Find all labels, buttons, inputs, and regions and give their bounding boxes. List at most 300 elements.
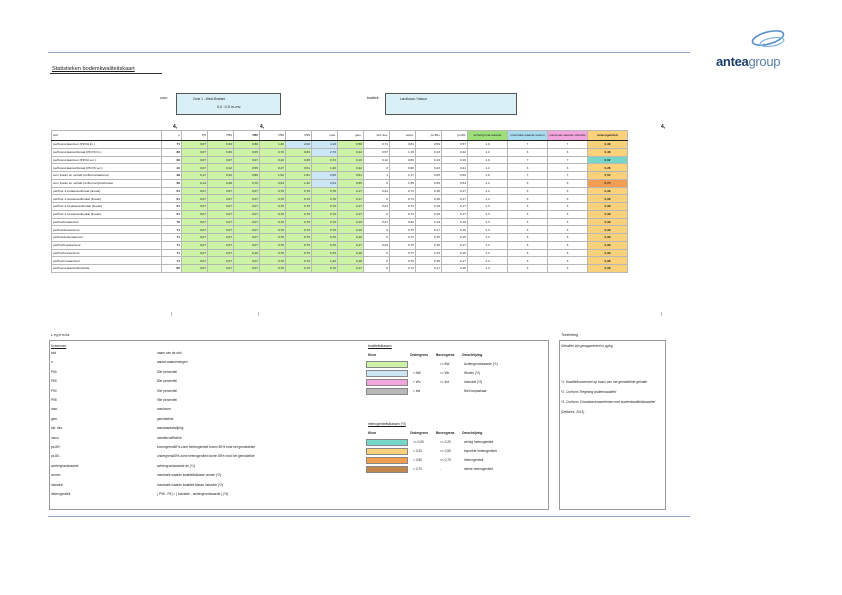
table-row (52, 226, 628, 234)
table-cell-p80: 0,65 (234, 148, 260, 156)
table-cell-ps80m: 0,17 (442, 210, 468, 218)
table-cell-industrie: 7 (548, 141, 588, 149)
table-cell-ps80m: 0,21 (442, 164, 468, 172)
table-cell-p50: 0,07 (208, 187, 234, 195)
table-cell-std: 0,24 (364, 241, 390, 249)
table-cell-std: 0 (364, 249, 390, 257)
table-cell-p5: 0,07 (182, 226, 208, 234)
table-cell-ps80m: 0,10 (442, 156, 468, 164)
class-color-swatch (366, 439, 408, 446)
table-cell-std: 0 (364, 226, 390, 234)
table-cell-varco: 0,70 (390, 257, 416, 265)
col-header: std. dev. (364, 131, 390, 141)
legend-key: std. dev. (51, 426, 63, 431)
table-row (52, 195, 628, 203)
col-header: P90 (260, 131, 286, 141)
class-onder: > AW (413, 371, 421, 375)
table-cell-het: 0,38 (588, 141, 628, 149)
table-cell-p80: 0,07 (234, 234, 260, 242)
table-cell-p5: 0,07 (182, 203, 208, 211)
legend-desc: 50e percentiel (157, 369, 178, 374)
table-cell-ps80p: 0,19 (416, 218, 442, 226)
table-cell-p90: 1,20 (260, 141, 286, 149)
table-cell-p50: 0,07 (208, 210, 234, 218)
class-col-header: Kleur (368, 353, 377, 357)
table-cell-gem: 0,16 (338, 226, 364, 234)
table-cell-het: 0,38 (588, 257, 628, 265)
table-cell-wonen: 3 (508, 148, 548, 156)
table-cell-max: 0,70 (312, 195, 338, 203)
toelichting-note: (Deltares, 2011) (561, 410, 585, 414)
table-cell-gem: 0,18 (338, 249, 364, 257)
class-color-swatch (366, 466, 408, 473)
table-cell-p95: 0,70 (286, 187, 312, 195)
table-cell-gem: 0,17 (338, 203, 364, 211)
table-cell-gem: 0,17 (338, 210, 364, 218)
table-cell-p95: 0,70 (286, 257, 312, 265)
legend-desc: ( P95 - P5 ) / ( industrie - achtergrondwaarde ) (*3) (157, 492, 229, 496)
table-cell-p90: 0,70 (260, 203, 286, 211)
table-cell-n: 70 (162, 218, 182, 226)
table-row (52, 148, 628, 156)
table-cell-ps80p: 0,10 (416, 156, 442, 164)
table-cell-p95: 0,70 (286, 226, 312, 234)
table-cell-gem: 0,58 (338, 141, 364, 149)
table-row (52, 210, 628, 218)
class-desc: Industrie (*2) (464, 380, 483, 384)
table-cell-p5: 0,07 (182, 141, 208, 149)
legend-key: n (51, 360, 53, 365)
legend-key: P80 (51, 379, 57, 384)
class-color-swatch (366, 379, 408, 386)
legend-key: industrie (51, 482, 64, 487)
table-cell-n: 86 (162, 148, 182, 156)
table-cell-ps80m: 0,15 (442, 234, 468, 242)
table-cell-het: 0,39 (588, 210, 628, 218)
table-cell-het: 0,28 (588, 164, 628, 172)
kwaliteitsklassen-title: kwaliteitsklassen (368, 344, 392, 348)
class-boven: <= Wo (440, 371, 450, 375)
table-cell-industrie: 3 (548, 164, 588, 172)
table-cell-ag: 1,9 (468, 156, 508, 164)
arrow-up-icon: ↑ (257, 312, 260, 318)
table-cell-gem: 0,61 (338, 172, 364, 180)
col-header: achtergrond-waarde (468, 131, 508, 141)
table-cell-stof: perfluorhexaanzuur (52, 249, 162, 257)
table-cell-p5: 0,07 (182, 249, 208, 257)
table-cell-stof: perfluornonaanzuur (52, 257, 162, 265)
table-cell-industrie: 3 (548, 226, 588, 234)
table-cell-p5: 0,07 (182, 257, 208, 265)
table-header-row (52, 131, 628, 141)
table-cell-gem: 0,22 (338, 164, 364, 172)
table-cell-p90: 0,70 (260, 241, 286, 249)
table-cell-p90: 0,70 (260, 265, 286, 273)
table-row (52, 241, 628, 249)
table-cell-industrie: 3 (548, 195, 588, 203)
table-row (52, 156, 628, 164)
table-cell-industrie: 3 (548, 210, 588, 218)
table-cell-n: 38 (162, 156, 182, 164)
class-desc: Wonen (*2) (464, 371, 481, 375)
table-cell-varco: 1,15 (390, 148, 416, 156)
table-cell-max: 1,40 (312, 164, 338, 172)
table-cell-wonen: 7 (508, 156, 548, 164)
toelichting-box (559, 340, 666, 510)
table-cell-industrie: 3 (548, 241, 588, 249)
table-cell-p50: 0,07 (208, 226, 234, 234)
table-cell-ps80m: 0,53 (442, 179, 468, 187)
table-row (52, 164, 628, 172)
table-cell-stof: perfluor-1-butaansulfonaat (lineair) (52, 187, 162, 195)
table-cell-p95: 0,70 (286, 218, 312, 226)
table-cell-max: 0,70 (312, 226, 338, 234)
class-desc: sterke heterogeniteit (464, 467, 493, 471)
class-col-header: Omschrijving (462, 431, 483, 435)
toelichting-note: *1. Kwaliteitsnoembel op basis van het gemiddelde gehalte (561, 380, 648, 384)
table-cell-het: 0,39 (588, 195, 628, 203)
col-header: varco. (390, 131, 416, 141)
table-cell-max: 0,70 (312, 218, 338, 226)
table-row (52, 187, 628, 195)
table-cell-n: 61 (162, 210, 182, 218)
table-cell-het: 0,74 (588, 179, 628, 187)
table-row (52, 218, 628, 226)
table-cell-ag: 1,4 (468, 203, 508, 211)
table-cell-p50: 0,48 (208, 179, 234, 187)
table-cell-p80: 0,07 (234, 257, 260, 265)
table-cell-ag: 1,9 (468, 172, 508, 180)
toelichting-text: Gehalten zijn gerapporteerd in µg/kg (561, 344, 613, 348)
table-row (52, 179, 628, 187)
table-row (52, 249, 628, 257)
table-cell-industrie: 3 (548, 179, 588, 187)
table-cell-varco: 0,74 (390, 203, 416, 211)
table-cell-p50: 0,07 (208, 241, 234, 249)
table-cell-p5: 0,07 (182, 265, 208, 273)
table-cell-p50: 0,07 (208, 265, 234, 273)
table-cell-p80: 0,80 (234, 141, 260, 149)
legend-key: heterogeniteit (51, 492, 71, 496)
table-cell-n: 71 (162, 257, 182, 265)
table-cell-wonen: 3 (508, 164, 548, 172)
table-cell-p95: 0,51 (286, 164, 312, 172)
table-cell-p5: 0,07 (182, 148, 208, 156)
class-desc: weinig heterogeniteit (464, 440, 494, 444)
table-row (52, 265, 628, 273)
table-cell-p80: 0,89 (234, 172, 260, 180)
legend-key: P50 (51, 369, 57, 374)
table-cell-ps80p: 0,17 (416, 265, 442, 273)
table-cell-p50: 0,07 (208, 195, 234, 203)
table-cell-het: 0,52 (588, 172, 628, 180)
col-header: ps.80- (442, 131, 468, 141)
table-cell-n: 39 (162, 179, 182, 187)
table-cell-wonen: 7 (508, 172, 548, 180)
toelichting-note: *3. Conform 'Grondwerkzaamheden met bodemkwaliteitskaarten' (561, 400, 656, 404)
table-row (52, 203, 628, 211)
col-header: heterogeniteit (588, 131, 628, 141)
table-cell-ps80m: 0,17 (442, 187, 468, 195)
kwaliteit-box (385, 93, 517, 115)
table-row (52, 141, 628, 149)
table-cell-p5: 0,07 (182, 164, 208, 172)
table-cell-p50: 0,12 (208, 164, 234, 172)
table-cell-p5: 0,17 (182, 172, 208, 180)
table-cell-max: 0,70 (312, 187, 338, 195)
legend-desc: achtergrondwaarde de (*1) (157, 463, 195, 468)
table-cell-p50: 0,42 (208, 172, 234, 180)
zone-depth: 0,0 -0,5 m-mv. (217, 105, 242, 109)
table-cell-p95: 0,84 (286, 148, 312, 156)
table-cell-p95: 2,00 (286, 141, 312, 149)
table-cell-varco: 0,75 (390, 241, 416, 249)
table-cell-ps80p: 0,18 (416, 187, 442, 195)
table-cell-p80: 0,07 (234, 241, 260, 249)
table-cell-industrie: 3 (548, 187, 588, 195)
table-cell-het: 0,39 (588, 265, 628, 273)
table-cell-p90: 0,70 (260, 187, 286, 195)
table-cell-max: 4,10 (312, 141, 338, 149)
table-cell-p95: 0,70 (286, 265, 312, 273)
table-cell-varco: 0,74 (390, 210, 416, 218)
legend-desc: ondergrens80%-zone heterogeniteit boven 80% rond het gemiddelde (157, 454, 255, 459)
legend-desc: maximale waarde kwaliteitsklasse wonen (*2) (157, 473, 222, 478)
table-cell-ps80m: 0,16 (442, 226, 468, 234)
logo-swoosh-icon (716, 24, 796, 54)
col-header: n (162, 131, 182, 141)
table-cell-wonen: 3 (508, 249, 548, 257)
class-onder: > 0,70 (413, 467, 422, 471)
table-cell-ps80p: 0,16 (416, 234, 442, 242)
col-header: P50 (208, 131, 234, 141)
table-cell-p90: 1,52 (260, 172, 286, 180)
table-cell-ps80p: 0,18 (416, 195, 442, 203)
table-cell-industrie: 7 (548, 172, 588, 180)
table-cell-p95: 0,70 (286, 203, 312, 211)
table-cell-p80: 0,07 (234, 156, 260, 164)
table-cell-max: 0,70 (312, 241, 338, 249)
table-cell-varco: 1,35 (390, 179, 416, 187)
legend-title: Legenda (51, 333, 70, 337)
class-onder: > 0,20 (413, 449, 422, 453)
class-onder: - (413, 362, 415, 366)
table-cell-wonen: 3 (508, 203, 548, 211)
table-cell-wonen: 3 (508, 210, 548, 218)
table-cell-p50: 0,07 (208, 203, 234, 211)
table-cell-ps80p: 0,23 (416, 164, 442, 172)
table-cell-ag: 1,4 (468, 226, 508, 234)
legend-desc: maximum (157, 407, 171, 412)
table-cell-varco: 0,77 (390, 249, 416, 257)
statistics-table (51, 130, 628, 273)
class-col-header: Bovengrens (436, 353, 455, 357)
logo-brand: antea (716, 54, 749, 69)
table-cell-stof: perfluorbutaanzuur (52, 218, 162, 226)
table-cell-ag: 1,4 (468, 195, 508, 203)
table-cell-max: 0,70 (312, 234, 338, 242)
table-cell-industrie: 3 (548, 218, 588, 226)
kwaliteit-value: Landbouw / Natuur (400, 97, 427, 101)
table-cell-std: 0 (364, 164, 390, 172)
table-cell-het: 0,39 (588, 187, 628, 195)
table-cell-gem: 0,17 (338, 265, 364, 273)
table-cell-ag: 1,4 (468, 265, 508, 273)
table-cell-p80: 0,10 (234, 249, 260, 257)
table-cell-n: 71 (162, 226, 182, 234)
toelichting-note: *2. Conform 'Regeling bodemkwaliteit' (561, 390, 617, 394)
table-cell-p50: 0,07 (208, 156, 234, 164)
class-boven: <= 0,70 (440, 458, 451, 462)
table-cell-gem: 0,55 (338, 179, 364, 187)
table-cell-gem: 0,17 (338, 195, 364, 203)
table-cell-wonen: 3 (508, 218, 548, 226)
table-cell-std: 0,24 (364, 203, 390, 211)
table-cell-n: 61 (162, 195, 182, 203)
table-cell-max: 2,70 (312, 148, 338, 156)
table-cell-max: 2,04 (312, 179, 338, 187)
kwaliteit-label: kwaliteit: (367, 96, 380, 100)
table-cell-wonen: 3 (508, 241, 548, 249)
zone-value: Zone 1 - West-Brabant (193, 97, 226, 101)
heterogeniteitsklassen-title: heterogeniteitsklassen (*3) (368, 422, 406, 426)
table-cell-p90: 0,70 (260, 218, 286, 226)
table-cell-ps80m: 0,17 (442, 241, 468, 249)
class-color-swatch (366, 370, 408, 377)
legend-key: ps.80- (51, 454, 60, 459)
table-cell-ag: 1,4 (468, 218, 508, 226)
arrow-up-icon: ↑ (660, 312, 663, 318)
table-cell-stof: perfluoroctaansulfonaat (PFOS lin.) (52, 148, 162, 156)
table-cell-wonen: 3 (508, 265, 548, 273)
table-cell-wonen: 3 (508, 226, 548, 234)
table-cell-het: 0,02 (588, 156, 628, 164)
table-cell-wonen: 3 (508, 187, 548, 195)
class-desc: heterogeniteit (464, 458, 484, 462)
table-cell-varco: 0,74 (390, 187, 416, 195)
class-col-header: Ondergrens (410, 353, 429, 357)
table-cell-varco: 0,72 (390, 234, 416, 242)
table-cell-std: 0 (364, 210, 390, 218)
legend-key: varco. (51, 435, 60, 440)
table-cell-p90: 0,93 (260, 179, 286, 187)
class-onder: > Ind (413, 389, 421, 393)
table-cell-max: 0,79 (312, 249, 338, 257)
table-cell-std: 0 (364, 195, 390, 203)
table-cell-n: 40 (162, 164, 182, 172)
table-cell-wonen: 3 (508, 179, 548, 187)
table-cell-p95: 1,32 (286, 179, 312, 187)
table-cell-n: 61 (162, 203, 182, 211)
col-header: P5 (182, 131, 208, 141)
table-row (52, 257, 628, 265)
table-cell-std: 0,24 (364, 187, 390, 195)
table-cell-p90: 0,70 (260, 210, 286, 218)
table-cell-stof: perfluor-1-heptaansulfonaat (lineair) (52, 203, 162, 211)
class-col-header: Bovengrens (436, 431, 455, 435)
table-cell-gem: 0,17 (338, 187, 364, 195)
table-cell-p95: 0,70 (286, 195, 312, 203)
table-cell-max: 2,50 (312, 172, 338, 180)
class-color-swatch (366, 448, 408, 455)
table-cell-p90: 0,70 (260, 226, 286, 234)
table-cell-industrie: 3 (548, 203, 588, 211)
col-header: P95 (286, 131, 312, 141)
title-rule (50, 73, 162, 74)
legend-desc: standaardafwijking (157, 426, 184, 431)
table-cell-varco: 0,75 (390, 226, 416, 234)
table-cell-varco: 0,74 (390, 195, 416, 203)
page-title: Statistieken bodemkwaliteitskaart (52, 66, 135, 72)
table-cell-ps80m: 0,19 (442, 218, 468, 226)
table-cell-max: 0,72 (312, 156, 338, 164)
table-cell-ps80m: 0,42 (442, 148, 468, 156)
table-cell-ag: 1,4 (468, 210, 508, 218)
table-cell-ps80m: 0,59 (442, 172, 468, 180)
table-cell-varco: 0,92 (390, 218, 416, 226)
table-cell-ps80m: 0,16 (442, 265, 468, 273)
legend-desc: naam van de stof (157, 351, 182, 355)
footnote-marker-het: 4, (661, 124, 666, 130)
table-cell-stof: perfluordecaanzuur (52, 226, 162, 234)
table-cell-n: 71 (162, 249, 182, 257)
legend-key: P95 (51, 398, 57, 402)
table-cell-p5: 0,14 (182, 179, 208, 187)
table-cell-varco: 1,17 (390, 172, 416, 180)
table-cell-p95: 0,70 (286, 241, 312, 249)
col-header: max. (312, 131, 338, 141)
table-cell-wonen: 3 (508, 195, 548, 203)
table-cell-p80: 0,55 (234, 164, 260, 172)
table-cell-p50: 0,07 (208, 218, 234, 226)
table-cell-p80: 0,07 (234, 203, 260, 211)
table-cell-het: 0,39 (588, 218, 628, 226)
table-cell-max: 1,20 (312, 257, 338, 265)
table-cell-ps80p: 0,43 (416, 148, 442, 156)
table-cell-het: 0,39 (588, 241, 628, 249)
table-cell-stof: perfluoroctaansulfonamide (52, 265, 162, 273)
antea-logo (716, 24, 796, 74)
table-cell-p50: 0,34 (208, 141, 234, 149)
table-cell-industrie: 3 (548, 265, 588, 273)
table-cell-p90: 0,70 (260, 249, 286, 257)
class-desc: beperkte heterogeniteit (464, 449, 497, 453)
class-boven: <= Ind (440, 380, 450, 384)
table-cell-ag: 1,9 (468, 141, 508, 149)
table-row (52, 234, 628, 242)
table-cell-p5: 0,07 (182, 195, 208, 203)
table-cell-ps80m: 0,17 (442, 203, 468, 211)
class-boven: <= 0,20 (440, 440, 451, 444)
table-cell-p90: 0,70 (260, 148, 286, 156)
table-cell-p80: 0,07 (234, 210, 260, 218)
legend-desc: bovengrens80%-zone heterogeniteit boven 80% rond het gemiddelde (157, 445, 255, 449)
table-cell-p80: 0,07 (234, 195, 260, 203)
legend-key: gem. (51, 416, 59, 421)
table-cell-p80: 0,07 (234, 218, 260, 226)
table-cell-gem: 0,17 (338, 241, 364, 249)
table-cell-std: 0,57 (364, 148, 390, 156)
table-cell-het: 0,48 (588, 148, 628, 156)
class-color-swatch (366, 457, 408, 464)
table-cell-stof: som lineair en vertakt perfluoroctaanzuur (52, 172, 162, 180)
zone-label: zone: (160, 96, 168, 100)
col-header: stof (52, 131, 162, 141)
table-cell-ps80p: 0,56 (416, 179, 442, 187)
table-row (52, 172, 628, 180)
table-cell-ag: 1,4 (468, 187, 508, 195)
table-cell-stof: perfluordodecaanzuur (52, 234, 162, 242)
